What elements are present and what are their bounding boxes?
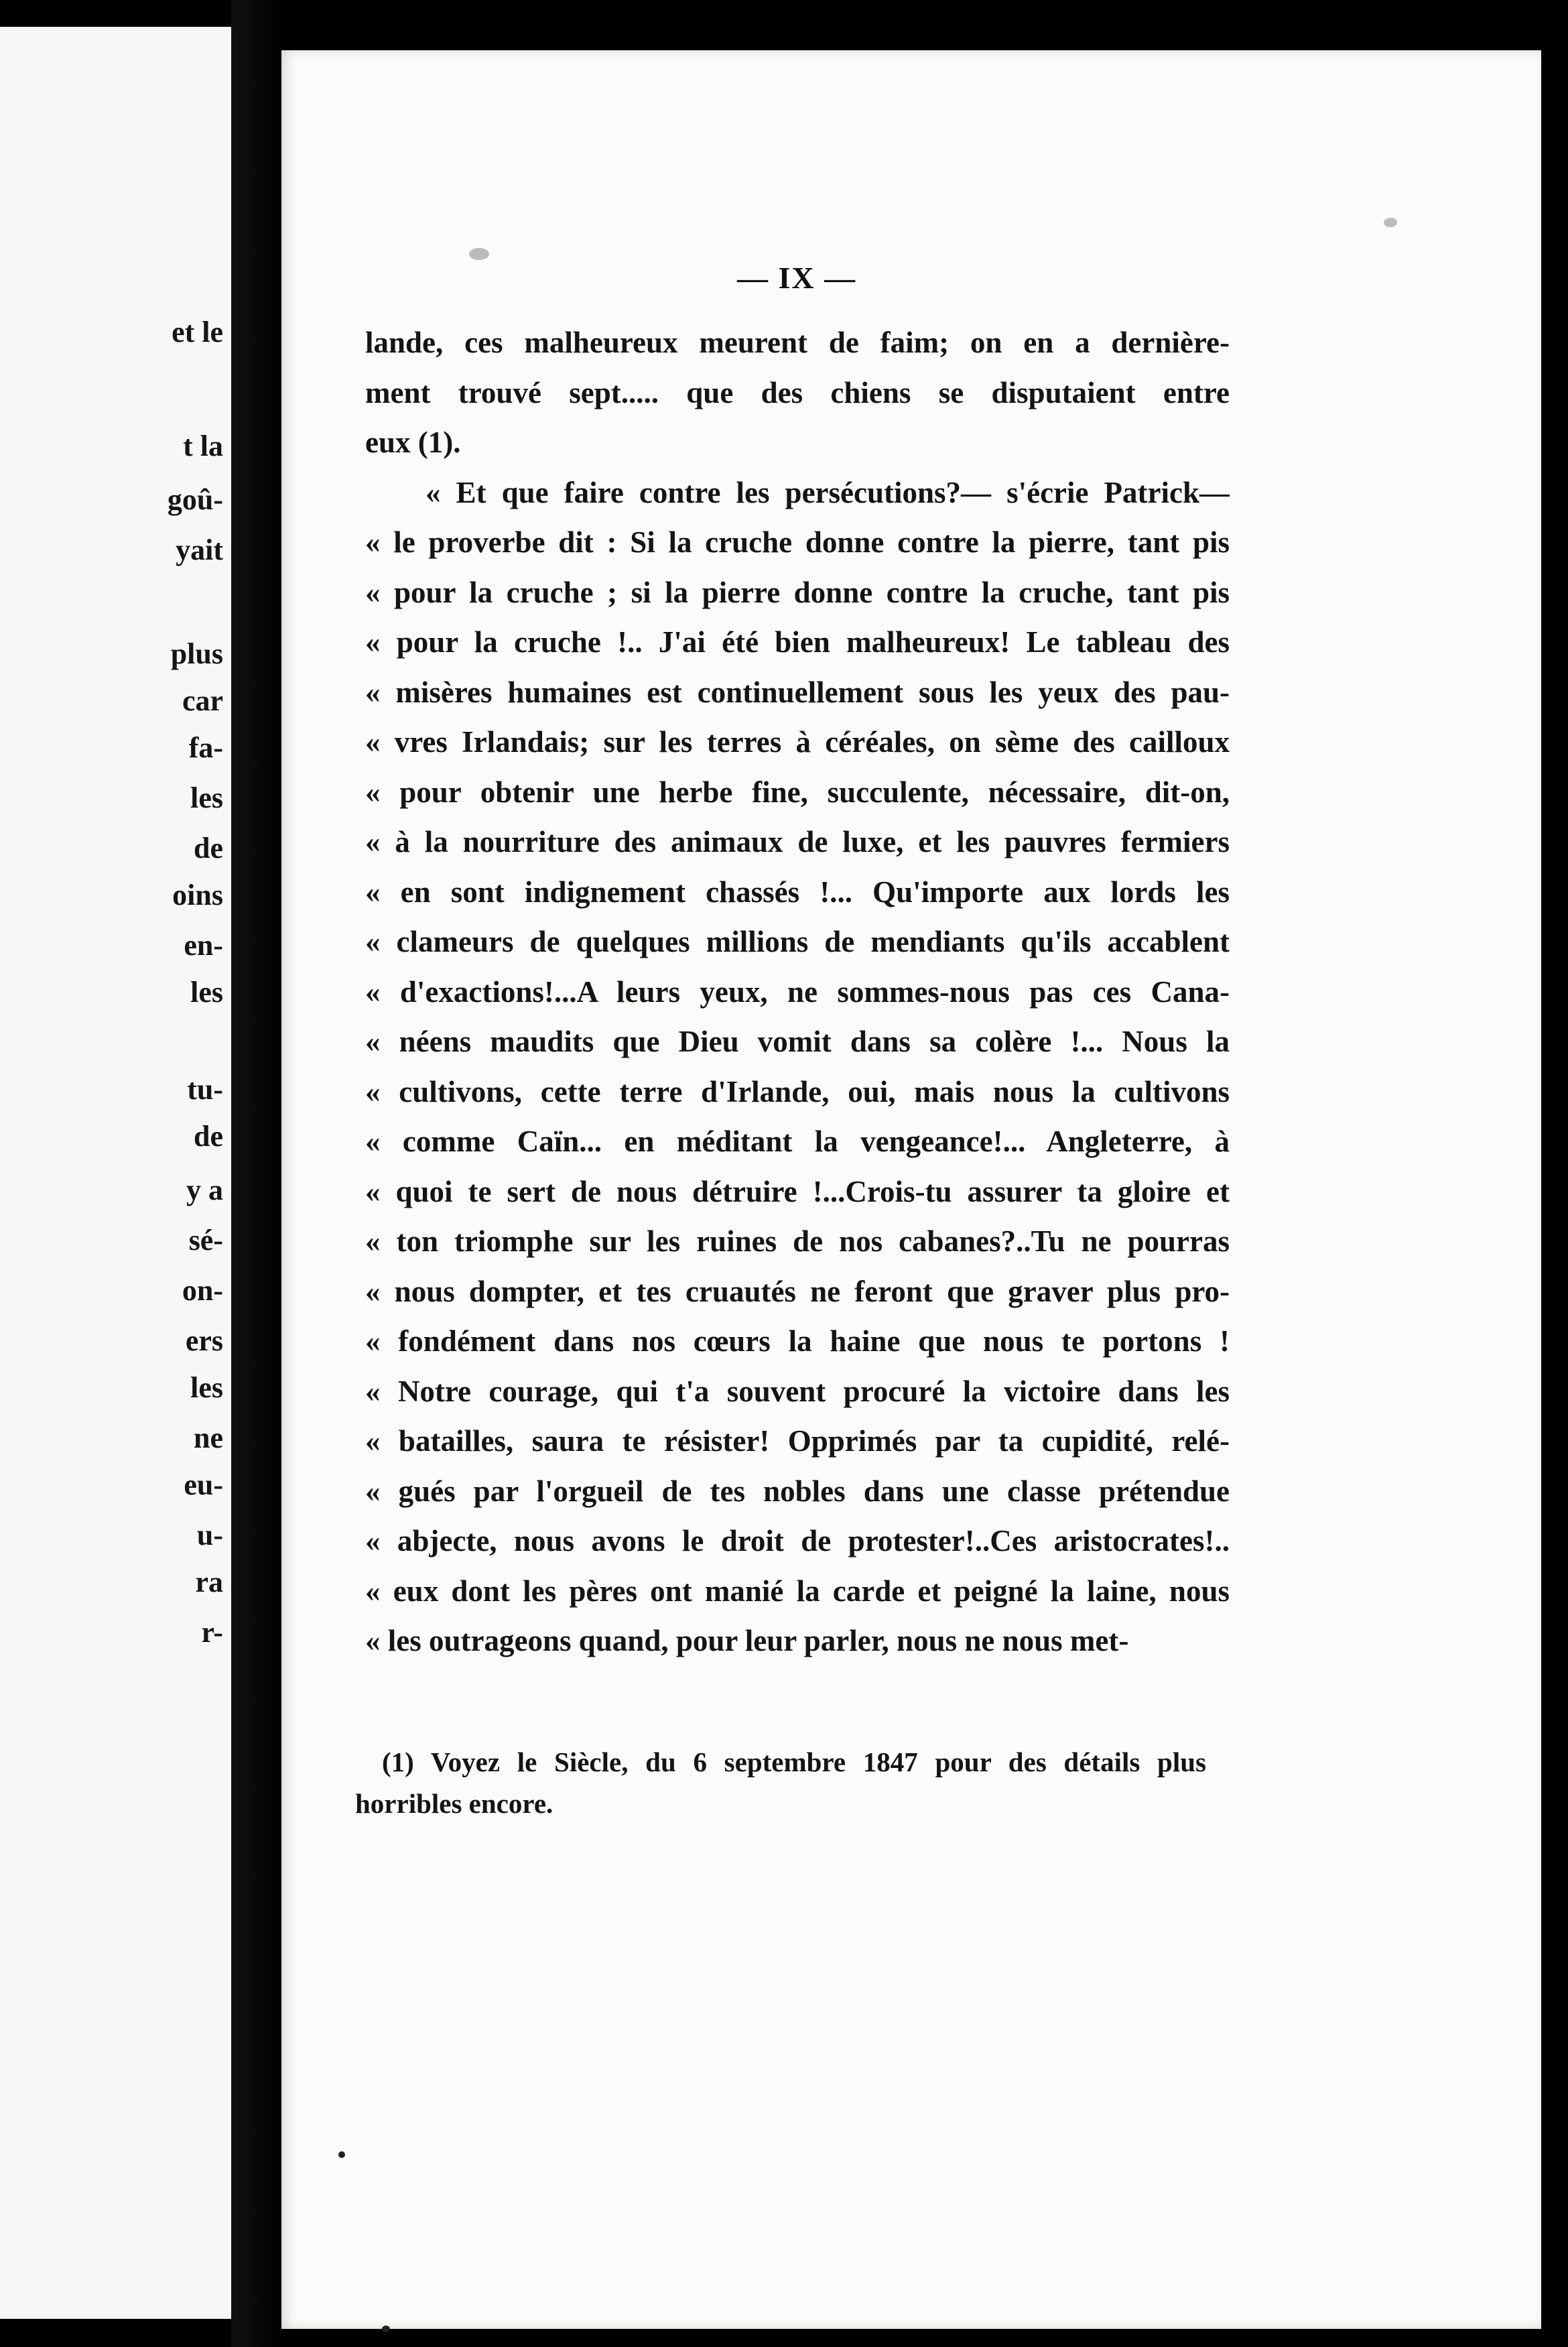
left-page-fragment: en- xyxy=(184,929,223,962)
text-line: « néens maudits que Dieu vomit dans sa colère !... Nous la xyxy=(365,1025,1230,1058)
ink-speck xyxy=(338,2151,345,2158)
text-line: « à la nourriture des animaux de luxe, et les pauvres fermiers xyxy=(365,825,1230,859)
text-line: eux (1). xyxy=(365,426,461,459)
text-line: « quoi te sert de nous détruire !...Crois-tu assurer ta gloire et xyxy=(365,1174,1230,1208)
text-line: lande, ces malheureux meurent de faim; on en a dernière- xyxy=(365,326,1230,359)
text-line: « en sont indignement chassés !... Qu'importe aux lords les xyxy=(365,875,1230,909)
text-line: ment trouvé sept..... que des chiens se disputaient entre xyxy=(365,375,1230,409)
ink-speck xyxy=(1384,218,1397,227)
left-page-fragment: t la xyxy=(183,430,223,462)
text-line: « le proverbe dit : Si la cruche donne contre la pierre, tant pis xyxy=(365,525,1230,559)
left-page-fragment: ne xyxy=(194,1421,223,1454)
text-line: « les outrageons quand, pour leur parler, nous ne nous met- xyxy=(365,1624,1129,1657)
text-line: « misères humaines est continuellement sous les yeux des pau- xyxy=(365,675,1230,709)
left-page-fragment: y a xyxy=(186,1174,223,1206)
left-page-fragment: fa- xyxy=(188,731,223,764)
ink-speck xyxy=(469,248,489,260)
text-line: « comme Caïn... en méditant la vengeance!... Angleterre, à xyxy=(365,1125,1230,1158)
left-page-fragment: ra xyxy=(195,1566,223,1598)
text-line: « d'exactions!...A leurs yeux, ne sommes-nous pas ces Cana- xyxy=(365,974,1230,1009)
text-line: « Notre courage, qui t'a souvent procuré la victoire dans les xyxy=(365,1374,1230,1408)
left-page-fragment: de xyxy=(194,1120,223,1153)
right-page-edge xyxy=(1541,0,1568,2347)
left-page-fragment: on- xyxy=(182,1274,223,1307)
left-page-fragment: r- xyxy=(201,1616,223,1649)
left-page-fragment: les xyxy=(190,781,223,814)
left-facing-page xyxy=(0,27,231,2319)
left-page-fragment: sé- xyxy=(188,1224,223,1257)
footnote-line: (1) Voyez le Siècle, du 6 septembre 1847 pour des détails plus xyxy=(382,1747,1206,1777)
left-page-fragment: ers xyxy=(185,1324,223,1357)
text-line: « fondément dans nos cœurs la haine que nous te portons ! xyxy=(365,1324,1230,1358)
text-line: « batailles, saura te résister! Opprimés par ta cupidité, relé- xyxy=(365,1424,1230,1458)
text-line: « pour la cruche ; si la pierre donne contre la cruche, tant pis xyxy=(365,575,1230,609)
left-page-fragment: oins xyxy=(172,879,223,911)
book-gutter xyxy=(231,0,285,2347)
footnote-line: horribles encore. xyxy=(355,1788,553,1819)
text-line: « pour obtenir une herbe fine, succulente, nécessaire, dit-on, xyxy=(365,775,1230,809)
left-page-fragment: u- xyxy=(196,1519,223,1551)
left-page-fragment: car xyxy=(182,684,223,717)
body-text xyxy=(365,318,1230,1666)
left-page-fragment: les xyxy=(190,1371,223,1404)
ink-speck xyxy=(382,2326,390,2332)
footnote xyxy=(355,1741,1206,1824)
text-line: « ton triomphe sur les ruines de nos cabanes?..Tu ne pourras xyxy=(365,1224,1230,1258)
left-page-fragment: de xyxy=(194,832,223,865)
left-page-fragment: les xyxy=(190,976,223,1009)
left-page-fragment: plus xyxy=(170,637,223,670)
left-page-fragment: yait xyxy=(176,533,223,566)
text-line: « vres Irlandais; sur les terres à céréales, on sème des cailloux xyxy=(365,725,1230,759)
left-page-fragment: goû- xyxy=(167,483,223,516)
text-line: « Et que faire contre les persécutions?— s'écrie Patrick— xyxy=(426,475,1230,509)
left-page-fragment: tu- xyxy=(187,1073,223,1106)
left-page-fragment: eu- xyxy=(184,1468,223,1501)
text-line: « gués par l'orgueil de tes nobles dans une classe prétendue xyxy=(365,1474,1230,1508)
text-line: « cultivons, cette terre d'Irlande, oui, mais nous la cultivons xyxy=(365,1074,1230,1108)
text-line: « pour la cruche !.. J'ai été bien malheureux! Le tableau des xyxy=(365,625,1230,659)
text-line: « eux dont les pères ont manié la carde et peigné la laine, nous xyxy=(365,1574,1230,1608)
text-line: « nous dompter, et tes cruautés ne feront que graver plus pro- xyxy=(365,1274,1230,1308)
page-number: — IX — xyxy=(737,261,857,295)
text-line: « clameurs de quelques millions de mendiants qu'ils accablent xyxy=(365,925,1230,958)
text-line: « abjecte, nous avons le droit de protester!..Ces aristocrates!.. xyxy=(365,1524,1230,1558)
left-page-fragment: et le xyxy=(172,316,223,348)
